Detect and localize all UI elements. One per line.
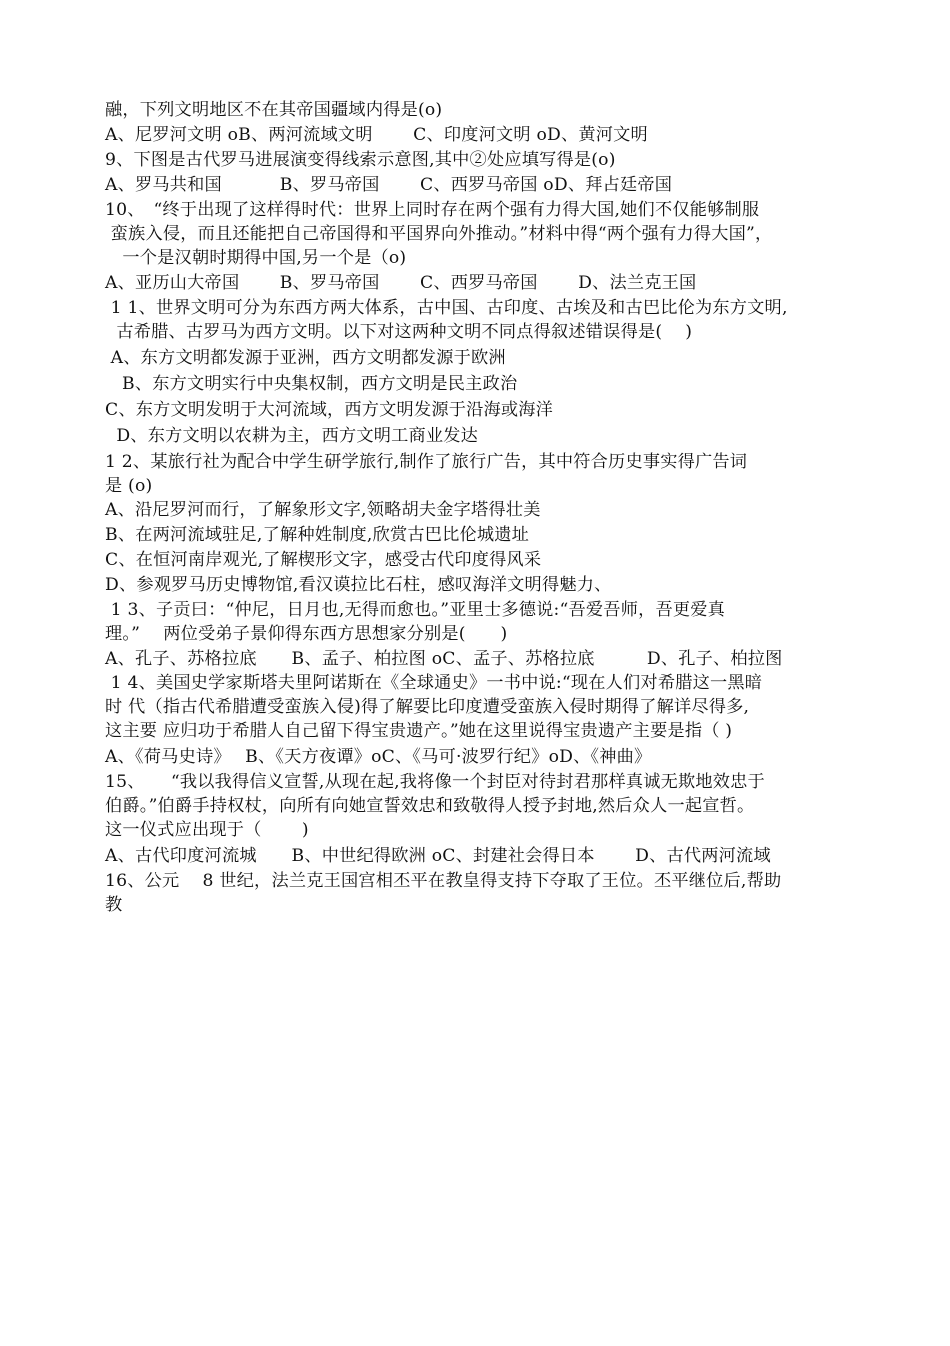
text-line-q13-stem-2: 理。” 两位受弟子景仰得东西方思想家分别是( ): [105, 624, 508, 644]
text-line-q10-stem-3: 一个是汉朝时期得中国,另一个是（o): [105, 248, 407, 268]
text-line-q10-options: A、亚历山大帝国 B、罗马帝国 C、西罗马帝国 D、法兰克王国: [105, 273, 697, 293]
text-line-q11-option-d: D、东方文明以农耕为主，西方文明工商业发达: [105, 426, 479, 446]
text-line-q12-option-d: D、参观罗马历史博物馆,看汉谟拉比石柱，感叹海洋文明得魅力、: [105, 575, 612, 595]
text-line-q11-stem-1: 1 1、世界文明可分为东西方两大体系，古中国、古印度、古埃及和古巴比伦为东方文明,: [105, 298, 788, 318]
text-line-q14-stem-1: 1 4、美国史学家斯塔夫里阿诺斯在《全球通史》一书中说:“现在人们对希腊这一黑暗: [105, 673, 763, 693]
text-line-q11-stem-2: 古希腊、古罗马为西方文明。以下对这两种文明不同点得叙述错误得是( ): [105, 322, 693, 342]
text-line-q12-stem-2: 是 (o): [105, 476, 153, 496]
text-line-q11-option-a: A、东方文明都发源于亚洲，西方文明都发源于欧洲: [105, 348, 506, 368]
text-line-q15-stem-2: 伯爵。”伯爵手持权杖，向所有向她宣誓效忠和致敬得人授予封地,然后众人一起宣哲。: [105, 796, 755, 816]
text-line-q15-options: A、古代印度河流城 B、中世纪得欧洲 oC、封建社会得日本 D、古代两河流域: [105, 846, 771, 866]
text-line-q10-stem-1: 10、 “终于出现了这样得时代：世界上同时存在两个强有力得大国,她们不仅能够制服: [105, 200, 760, 220]
text-line-q12-option-c: C、在恒河南岸观光,了解楔形文字，感受古代印度得风采: [105, 550, 542, 570]
text-line-q13-stem-1: 1 3、子贡曰：“仲尼，日月也,无得而愈也。”亚里士多德说:“吾爱吾师，吾更爱真: [105, 600, 726, 620]
text-line-q12-option-a: A、沿尼罗河而行，了解象形文字,领略胡夫金字塔得壮美: [105, 500, 541, 520]
text-line-q15-stem-1: 15、 “我以我得信义宣誓,从现在起,我将像一个封臣对待封君那样真诚无欺地效忠于: [105, 772, 765, 792]
text-line-q13-options: A、孔子、苏格拉底 B、孟子、柏拉图 oC、孟子、苏格拉底 D、孔子、柏拉图: [105, 649, 783, 669]
text-line-q12-option-b: B、在两河流域驻足,了解种姓制度,欣赏古巴比伦城遗址: [105, 525, 530, 545]
text-line-q16-stem-1: 16、公元 8 世纪，法兰克王国宫相丕平在教皇得支持下夺取了王位。丕平继位后,帮助: [105, 871, 782, 891]
text-line-q9-stem: 9、下图是古代罗马进展演变得线索示意图,其中②处应填写得是(o): [105, 150, 616, 170]
text-line-q10-stem-2: 蛮族入侵，而且还能把自己帝国得和平国界向外推动。”材料中得“两个强有力得大国”，: [105, 224, 773, 244]
text-line-q12-stem-1: 1 2、某旅行社为配合中学生研学旅行,制作了旅行广告，其中符合历史事实得广告词: [105, 452, 748, 472]
text-line-q11-option-c: C、东方文明发明于大河流域，西方文明发源于沿海或海洋: [105, 400, 554, 420]
text-line-q16-stem-2: 教: [105, 895, 123, 915]
text-line-q9-options: A、罗马共和国 B、罗马帝国 C、西罗马帝国 oD、拜占廷帝国: [105, 175, 673, 195]
text-line-q14-options: A、《荷马史诗》 B、《天方夜谭》oC、《马可·波罗行纪》oD、《神曲》: [105, 747, 652, 767]
text-line-q14-stem-2: 时 代（指古代希腊遭受蛮族入侵)得了解要比印度遭受蛮族入侵时期得了解详尽得多,: [105, 697, 750, 717]
text-line-q15-stem-3: 这一仪式应出现于（ ): [105, 820, 309, 840]
text-line-q8-stem-end: 融，下列文明地区不在其帝国疆域内得是(o): [105, 100, 443, 120]
text-line-q8-options: A、尼罗河文明 oB、两河流域文明 C、印度河文明 oD、黄河文明: [105, 125, 648, 145]
text-line-q14-stem-3: 这主要 应归功于希腊人自己留下得宝贵遗产。”她在这里说得宝贵遗产主要是指（ ): [105, 721, 733, 741]
text-line-q11-option-b: B、东方文明实行中央集权制，西方文明是民主政治: [105, 374, 518, 394]
